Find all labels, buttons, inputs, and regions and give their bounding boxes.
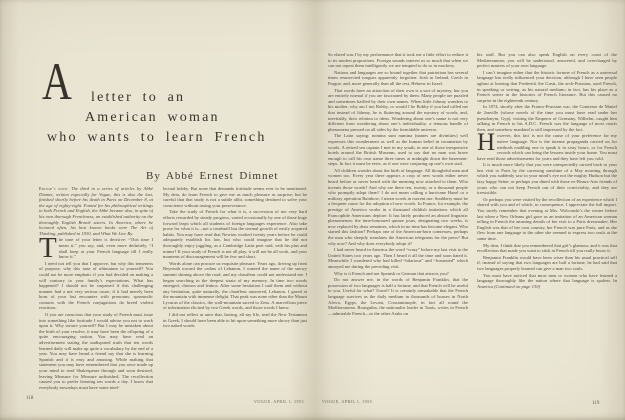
opening-paragraph [39, 232, 153, 265]
closing-paragraph [477, 273, 617, 290]
paragraph: My dear, I think that you remembered that girl’s glamour, and it was that recollection that made you want to stick at French till you really know it. [477, 242, 617, 254]
drop-cap-h: H [477, 129, 496, 157]
title-line-2: American woman [85, 110, 220, 125]
opening-text: he tone of your letter is decisive: “This time I mean it,” you say, and, even more definitely, “I shall keep at your French language till I really know it.” [58, 237, 153, 260]
paragraph: Take the study of French for what it is, a succession of not very hard efforts rewarded by steady progress, varied occasionally by one of those huge forward leaps which all students of foreign languages experience. Also take prose for what it is—not a treadmill but the normal growth of easily acquired habits. You may have read that Newton worked twenty years before he could adequately establish his law, but who could imagine that he did not thoroughly enjoy juggling, as a Cambridge Latin poet said, with his plus and minus? If your study of French is not all play, it will not be all work, and your moments of discouragement will be few and short. [163, 209, 307, 260]
paragraph: I can’t imagine either that the historic fortune of French as a universal language has really influenced your decision, although I have seen people aghast at hearing that Frederick the Great, the arch-Prussian, used French, in speaking or writing, as his natural medium; in fact, has his place as a French writer in the histories of French literature. But this caused no surprise in the eighteenth century. [477, 69, 617, 103]
paragraph: It is much more likely that you were unexpectedly carried back to your last visit to Paris by the caressing sunshine of a May morning through which you suddenly saw in your mind’s eye not the mighty Hudson but the lazy happy Seine; or perhaps you dined with those ex-Beaux-Arts friends of yours who can not keep French out of their conviviality, and they are irresistible. [477, 162, 617, 196]
paragraph: I need not tell you that I approve, but why this tenseness of purpose, why this tone of ultimatum to yourself? You could not be more emphatic if you had decided on making a will contrary to your family’s expectations. What has happened? I should not be surprised if this challenging manner had a not very serious cause, if it had merely been born of your last encounter with pronouns: spasmodic contacts with the French conjugations do breed violent reactions. [39, 260, 153, 311]
paragraph: Do not answer me, in the words of Benjamin Franklin, that the possession of two languages is half a fortune, and that French will be useful to you. Useful for what? Travel? It is certainly remarkable that the French language survives as the daily medium in thousands of houses in North Africa, Egypt, the Levant, Constantinople, in fact all round the Mediterranean. Bourguiba, the nationalist leader in Tunis, writes in French—admirable French—to the other Arabs on [328, 277, 468, 316]
paragraph: So elated was I by my performance that it took me a little effort to reduce it to its modest proportions. Foreign sounds interest us so much that when we can not repeat them intelligently we are tempted to do so in mockery. [328, 52, 468, 69]
left-page-column-1 [39, 186, 153, 398]
page-number-left: 118 [26, 396, 34, 401]
paragraph: Benjamin Franklin would have been wiser than his usual practical self if, instead of saying that two languages are half a fortune, he had said that two languages properly learned can give a man two souls. [477, 254, 617, 271]
drop-cap-t: T [39, 232, 57, 265]
paragraph: I did not reflect at once that, having, all my life, read the New Testament in Greek, I should have been able to hit upon something more showy than just two naked words. [163, 312, 307, 329]
drop-cap-h-text: owever, this fact is not the cause of your preference for my native language. Nor is the intense propaganda carried on for methods enabling one to speak it in sixty hours, or for French records which can bring the lessons inside your home. You must have read those advertisements for years and they have left you cold. [477, 133, 617, 161]
paragraph: All children wonder about the birth of language. All thoughtful men and women too. Every year there appears a crop of new words either never heard before or never heard with the meaning now attached to them. Who invents those words? And why are there ten, twenty, or a thousand people who promptly adopt them? I do not mean calling a hurricane Hazel or a military operation Rainbow; I mean words in current use. Snobbery must be a frequent cause for the adoption of new words. In France, for example, the prestige of America works in a thousand childish imitations which all Francophile Americans deplore. It has lately produced an absurd linguistic phenomenon: the time-honoured quinze jours, designating two weeks, is now replaced by deux semaines, which in no time has become elegant. Who started this fashion? Perhaps one of the American-born comtesses, perhaps the man who sleepily translates the American telegrams for the press? But why now? And why does everybody adopt it? [328, 167, 468, 246]
paragraph: I had never heard in America the word “crazy” before my last visit to the United States two years ago. Then I heard it all the time and soon hated it. Meanwhile I wondered who had killed “hilarious” and “frustrated” which annoyed me during the preceding visit. [328, 247, 468, 269]
paragraph: Words alone can procure us exquisite pleasure. Years ago, driving up from Beyrouth toward the cedars of Lebanon, I wanted the name of the snowy summit shining above the road, and my chauffeur could not understand me. I began searching in the deepest strata of my memory. In time two words emerged, chionos and leukos. After some hesitation I said them and without any hesitation, quite naturally, the chauffeur answered, Lebanon. I gazed at the mountain with immense delight. That peak was none other than the Mount Lycurus of the classics, the wall-mountain sacred to Zeus. A marvellous piece of information elicited by two Greek words, and those words I knew. [163, 260, 307, 311]
editors-note [39, 186, 153, 236]
paragraph: Nations and languages are so bound together that patriotism has several times resurrected tongues apparently forgotten: Irish in Ireland, Czech in Prague, and, more generally than all the rest, Hebrew in Israel. [328, 69, 468, 86]
right-page-column-1 [328, 52, 468, 398]
editors-note-text: The third in a series of articles by Abbé Dimnet, written especially for Vogue, this is also the last, finished shortly before his death in Paris on December 8, at the age of eighty-eight. Famed for his philosophical writings in both French and English, the Abbé became also, in spite of his own thorough Frenchness, an established authority on the thoroughly English Brontë sisters. In America, where he lectured often, his best known books were The Art of Thinking, published in 1930, and What We Live By. [39, 186, 153, 236]
right-page [312, 0, 625, 420]
right-page-column-2 [477, 52, 617, 398]
byline: By Abbé Ernest Dimnet [146, 170, 279, 182]
title-line-3: who wants to learn French [47, 130, 267, 145]
paragraph: That words have an attraction of their own is a sort of mystery, but you are entirely normal if you are fascinated by them. Many people are puzzled and sometimes baffled by their own names. When little Johnny wonders to his mother, why am I not Bobby, or would I be Bobby if you had called me that instead of Johnny, he is fluttering around the mystery of words, and, inevitably, their relation to ideas. Wondering about one’s name is not very different from wondering about one’s individuality: a tenuous handle of phenomena pressed on all sides by the formidable universe. [328, 87, 468, 132]
closing-text: You must have noticed that most men or women who have learned a language thoroughly like the nation where that language is spoken. In America [477, 272, 617, 289]
title-line-1: letter to an [91, 90, 186, 105]
folio-line-left: VOGUE, APRIL 1, 1955 [253, 399, 304, 404]
title-drop-cap: A [42, 53, 72, 111]
paragraph: If you are conscious that your study of French must issue into something like fortitude I would advise you not to work upon it. Why torture yourself? But I may be mistaken about the birth of your resolve; it may have been the offspring of a quite encouraging notion. You may have read an advertisement stating the undisputed truth that ten words learned daily will make up quite a vocabulary by the end of a year. You may have heard a friend say that she is learning Spanish and it is easy and amusing. While making that statement you may have remembered that you once made up your mind to read Shakespeare through and soon desisted, leaving Measure for Measure unfinished. The recollection caused you to prefer learning ten words a day. I know that everybody nowadays must have some intel- [39, 312, 153, 390]
paragraph: Why is it French and not Spanish or German that attracts you? [334, 270, 449, 276]
editors-note-label: Editor’s note: [39, 186, 72, 191]
paragraph: Or perhaps you were visited by the recollection of an experience which I shared with you and of which, in consequence, I appreciate the full import. You surely remember that evening at Mrs. Wolconski’s the winter before last when a New Orleans girl gave us an imitation of an American woman telling in French the amusing details of her visit to a Paris dressmaker. Her English was that of her own country, her French was pure Paris, and as she flew from one language to the other she seemed to express two souls at the same time. [477, 196, 617, 241]
left-page [0, 0, 312, 420]
drop-cap-paragraph [477, 129, 617, 161]
page-number-right: 119 [592, 401, 600, 406]
paragraph: his staff. But you can also speak English on every coast of the Mediterranean; you will be understood, answered, and overcharged by perfect masters of your own language. [477, 52, 617, 69]
continued-on-page-note: (Continued on page 130) [493, 283, 541, 289]
paragraph: In 1874, shortly after the Franco-Prussian war, the Comtesse de Martel de Janville (whose novels of the time you must have read under her pseudonym, Gyp), visiting the Emperor of Germany, Wilhelm, caught him talking in French to his A.D.C. French was the language of most courts then, and somehow mankind is still impressed by the fact. [477, 104, 617, 132]
left-page-column-2 [163, 186, 307, 398]
paragraph: The Latin saying: nomina sunt numina (names are divinities) well expresses this wonderment as well as the human belief in incantation by words. A retired sea captain I met in my youth, in one of those inexpensive hotels around the British Museum, used to say that no man was brave enough to call his own name three times at midnight down the basement-steps. In fact it must be eerie, as if one were conjuring up one’s own soul. [328, 133, 468, 167]
paragraph: lectual hobby. But none that demands fortitude seems ever to be mentioned. My dear, do learn French to give me as much pleasure as surprise; but be careful that that study is not a subtle alibi, something destined to solve your conscience without taxing your perseverance. [163, 186, 307, 208]
folio-line-right: VOGUE, APRIL 1, 1955 [322, 399, 373, 404]
